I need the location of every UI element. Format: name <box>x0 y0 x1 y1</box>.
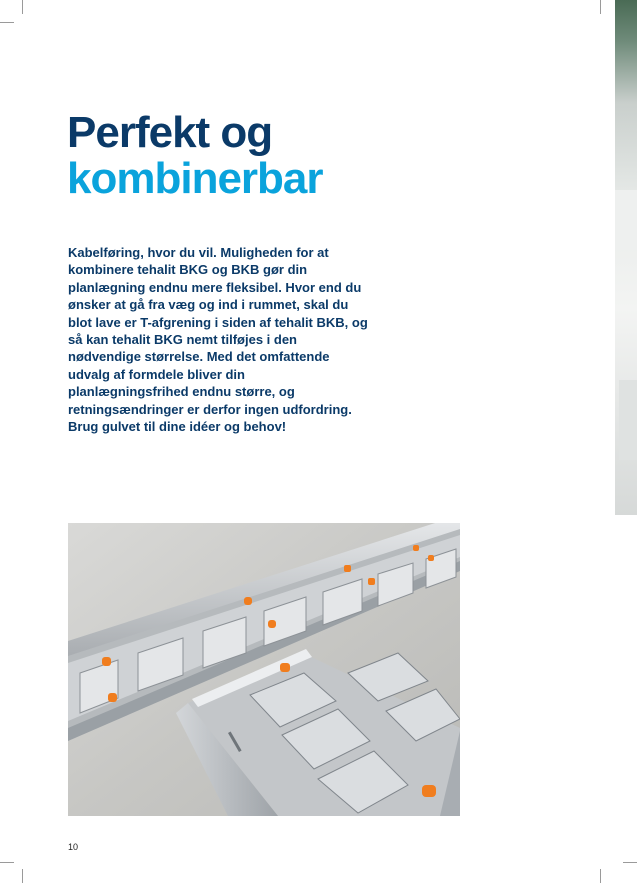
page-number: 10 <box>68 842 79 852</box>
title-line-1: Perfekt og <box>67 108 273 157</box>
bleed-photo-strip <box>615 0 637 515</box>
crop-mark <box>623 862 637 863</box>
title-line-2: kombinerbar <box>67 154 323 203</box>
crop-mark <box>22 869 23 883</box>
crop-mark <box>600 0 601 14</box>
product-photo <box>68 523 460 816</box>
body-paragraph: Kabelføring, hvor du vil. Muligheden for at kombinere tehalit BKG og BKB gør din planlægning endnu mere fleksibel. Hvor end du ønsker at gå fra væg og ind i rummet, skal du blot lave er T-afgrening i siden af tehalit BKB, og så kan tehalit BKG nemt tilføjes i den nødvendige størrelse. Med det omfattende udvalg af formdele bliver din planlægningsfrihed endnu større, og retningsændringer er derfor ingen udfordring. Brug gulvet til dine idéer og behov! <box>68 245 368 435</box>
page-title <box>67 110 323 202</box>
crop-mark <box>0 22 14 23</box>
crop-mark <box>22 0 23 14</box>
crop-mark <box>0 862 14 863</box>
crop-mark <box>600 869 601 883</box>
